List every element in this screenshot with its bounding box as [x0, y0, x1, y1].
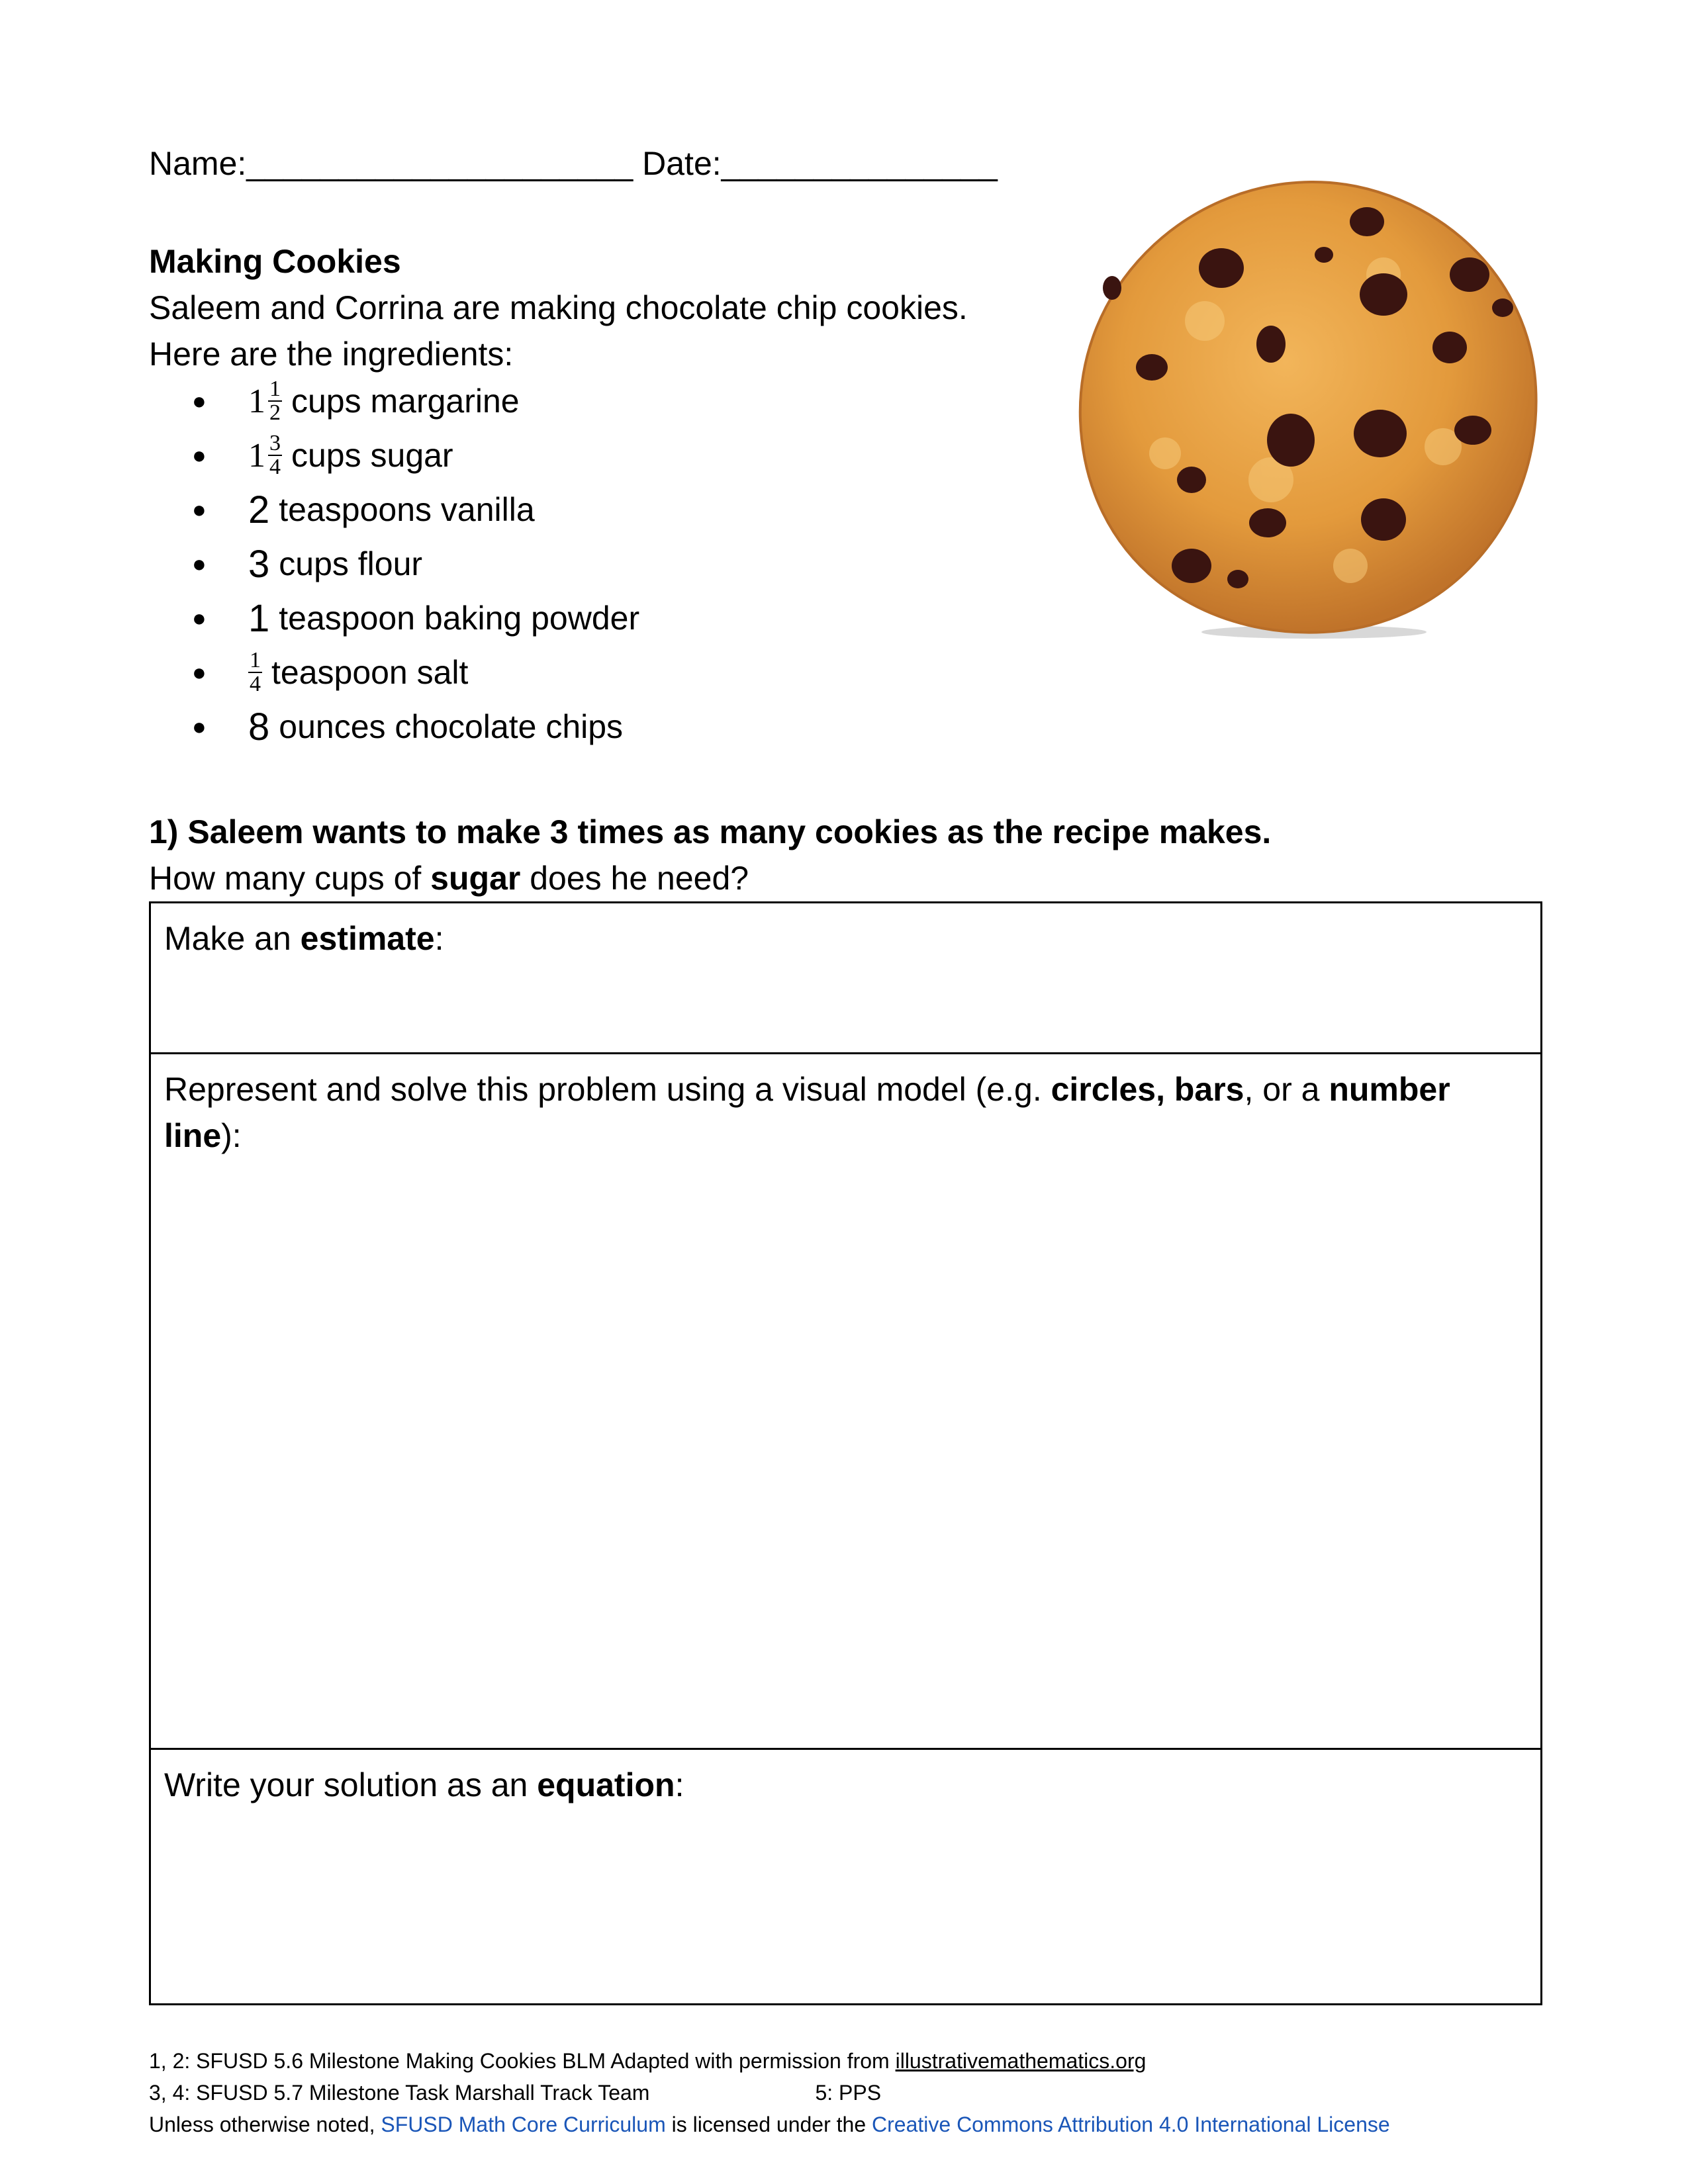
equation-section[interactable]: Write your solution as an equation: [151, 1748, 1540, 2007]
date-blank[interactable]: _______________ [721, 145, 998, 182]
list-item [192, 591, 639, 645]
quantity: 2 [248, 488, 270, 531]
bullet: ● [192, 713, 207, 740]
name-label: Name: [149, 145, 247, 182]
ingredient-text: teaspoons vanilla [279, 491, 535, 528]
list-item [192, 700, 639, 754]
ingredient-text: teaspoon salt [271, 654, 469, 691]
list-item [192, 428, 639, 482]
license-link[interactable]: Creative Commons Attribution 4.0 International License [872, 2113, 1390, 2136]
intro-line-1: Saleem and Corrina are making chocolate chip cookies. [149, 289, 968, 326]
visual-model-section[interactable]: Represent and solve this problem using a visual model (e.g. circles, bars, or a number line): [151, 1052, 1540, 1748]
quantity: 8 [248, 705, 270, 749]
curriculum-link[interactable]: SFUSD Math Core Curriculum [381, 2113, 666, 2136]
question-prompt: How many cups of sugar does he need? [149, 860, 749, 897]
ingredient-text: teaspoon baking powder [279, 600, 640, 637]
footer-line-1: 1, 2: SFUSD 5.6 Milestone Making Cookies BLM Adapted with permission from illustrativemathematics.org [149, 2049, 1147, 2073]
date-label: Date: [642, 145, 722, 182]
ingredient-list [192, 374, 639, 754]
ingredient-text: cups sugar [291, 437, 453, 474]
list-item [192, 537, 639, 591]
bullet: ● [192, 550, 207, 577]
ingredient-text: cups margarine [291, 383, 520, 420]
fraction: $\frac{1}{4}$ [250, 648, 261, 696]
estimate-section[interactable]: Make an estimate: [164, 920, 444, 957]
answer-box [149, 901, 1542, 2005]
footer-line-3: Unless otherwise noted, SFUSD Math Core Curriculum is licensed under the Creative Commons Attribution 4.0 International License [149, 2113, 1390, 2136]
bullet: ● [192, 441, 207, 469]
question-title: 1) Saleem wants to make 3 times as many cookies as the recipe makes. [149, 813, 1272, 850]
list-item [192, 374, 639, 428]
bullet: ● [192, 387, 207, 414]
bullet: ● [192, 659, 207, 686]
name-date-line [149, 144, 998, 183]
intro-line-2: Here are the ingredients: [149, 336, 514, 373]
list-item [192, 645, 639, 700]
illustrative-math-link[interactable]: illustrativemathematics.org [895, 2049, 1147, 2073]
ingredient-text: cups flour [279, 545, 423, 582]
name-blank[interactable]: _____________________ [246, 145, 633, 182]
chocolate-chip-cookie-icon [1072, 169, 1549, 645]
quantity: 1 [248, 596, 270, 640]
ingredient-text: ounces chocolate chips [279, 708, 624, 745]
footer-line-2: 3, 4: SFUSD 5.7 Milestone Task Marshall Track Team 5: PPS [149, 2081, 882, 2105]
worksheet-title: Making Cookies [149, 243, 401, 280]
question-1 [149, 809, 1271, 901]
quantity: 3 [248, 542, 270, 586]
bullet: ● [192, 496, 207, 523]
intro [149, 238, 968, 377]
footer [149, 2045, 1390, 2140]
mixed-number: 1 $\frac{3}{4}$ [248, 431, 281, 479]
list-item [192, 482, 639, 537]
bullet: ● [192, 604, 207, 631]
mixed-number: 1 $\frac{1}{2}$ [248, 377, 281, 425]
